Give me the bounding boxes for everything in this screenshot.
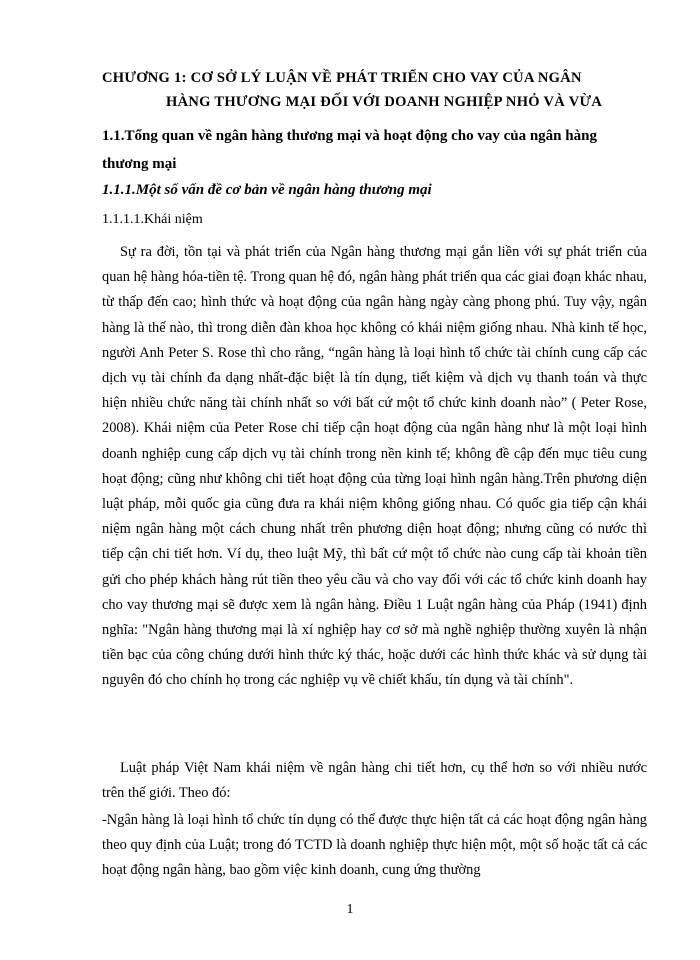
section-heading: 1.1.Tổng quan về ngân hàng thương mại và hoạt động cho vay của ngân hàng thương mại xyxy=(102,128,597,172)
chapter-title-line-2: HÀNG THƯƠNG MẠI ĐỐI VỚI DOANH NGHIỆP NHỎ VÀ VỪA xyxy=(166,94,603,110)
subsubsection-heading: 1.1.1.1.Khái niệm xyxy=(102,212,203,227)
chapter-title xyxy=(92,66,652,114)
body-paragraph: Luật pháp Việt Nam khái niệm về ngân hàng chi tiết hơn, cụ thể hơn so với nhiều nước trên thế giới. Theo đó: xyxy=(102,760,647,802)
subsection-heading: 1.1.1.Một số vấn đề cơ bản về ngân hàng thương mại xyxy=(102,182,432,198)
page-number: 1 xyxy=(346,902,354,917)
body-paragraph: Sự ra đời, tồn tại và phát triển của Ngân hàng thương mại gắn liền với sự phát triển của quan hệ hàng hóa-tiền tệ. Trong quan hệ đó, ngân hàng phát triển qua các giai đoạn khác nhau, từ thấp đến cao; hình thức và hoạt động của ngân hàng ngày càng phong phú. Tuy vậy, ngân hàng là thế nào, thì trong diễn đàn khoa học không có khái niệm giống nhau. Nhà kinh tế học, người Anh Peter S. Rose thì cho rằng, “ngân hàng là loại hình tổ chức tài chính cung cấp các dịch vụ tài chính đa dạng nhất-đặc biệt là tín dụng, tiết kiệm và dịch vụ thanh toán và thực hiện nhiều chức năng tài chính nhất so với bất cứ một tổ chức kinh doanh nào” ( Peter Rose, 2008). Khái niệm của Peter Rose chỉ tiếp cận hoạt động của ngân hàng như là một loại hình doanh nghiệp cung cấp dịch vụ tài chính trong nền kinh tế; không đề cập đến mục tiêu cung hoạt động; cũng như không chi tiết hoạt động của từng loại hình ngân hàng.Trên phương diện luật pháp, mỗi quốc gia cũng đưa ra khái niệm không giống nhau. Có quốc gia tiếp cận khái niệm ngân hàng một cách chung nhất trên phương diện hoạt động; nhưng cũng có nước thì tiếp cận chi tiết hơn. Ví dụ, theo luật Mỹ, thì bất cứ một tổ chức nào cung cấp tài khoản tiền gửi cho phép khách hàng rút tiền theo yêu cầu và cho vay đối với các tổ chức kinh doanh hay cho vay thương mại sẽ được xem là ngân hàng. Điều 1 Luật ngân hàng của Pháp (1941) định nghĩa: "Ngân hàng thương mại là xí nghiệp hay cơ sở mà nghề nghiệp thường xuyên là nhận tiền bạc của công chúng dưới hình thức ký thác, hoặc dưới các hình thức khác và sử dụng tài nguyên đó cho chính họ trong các nghiệp vụ về chiết khấu, tín dụng và tài chính". xyxy=(102,244,647,689)
body-paragraph: -Ngân hàng là loại hình tổ chức tín dụng có thể được thực hiện tất cả các hoạt động ngân hàng theo quy định của Luật; trong đó TCTD là doanh nghiệp thực hiện một, một số hoặc tất cả các hoạt động ngân hàng, bao gồm việc kinh doanh, cung ứng thường xyxy=(102,812,647,879)
chapter-title-line-1: CHƯƠNG 1: CƠ SỞ LÝ LUẬN VỀ PHÁT TRIỂN CHO VAY CỦA NGÂN xyxy=(102,70,582,86)
